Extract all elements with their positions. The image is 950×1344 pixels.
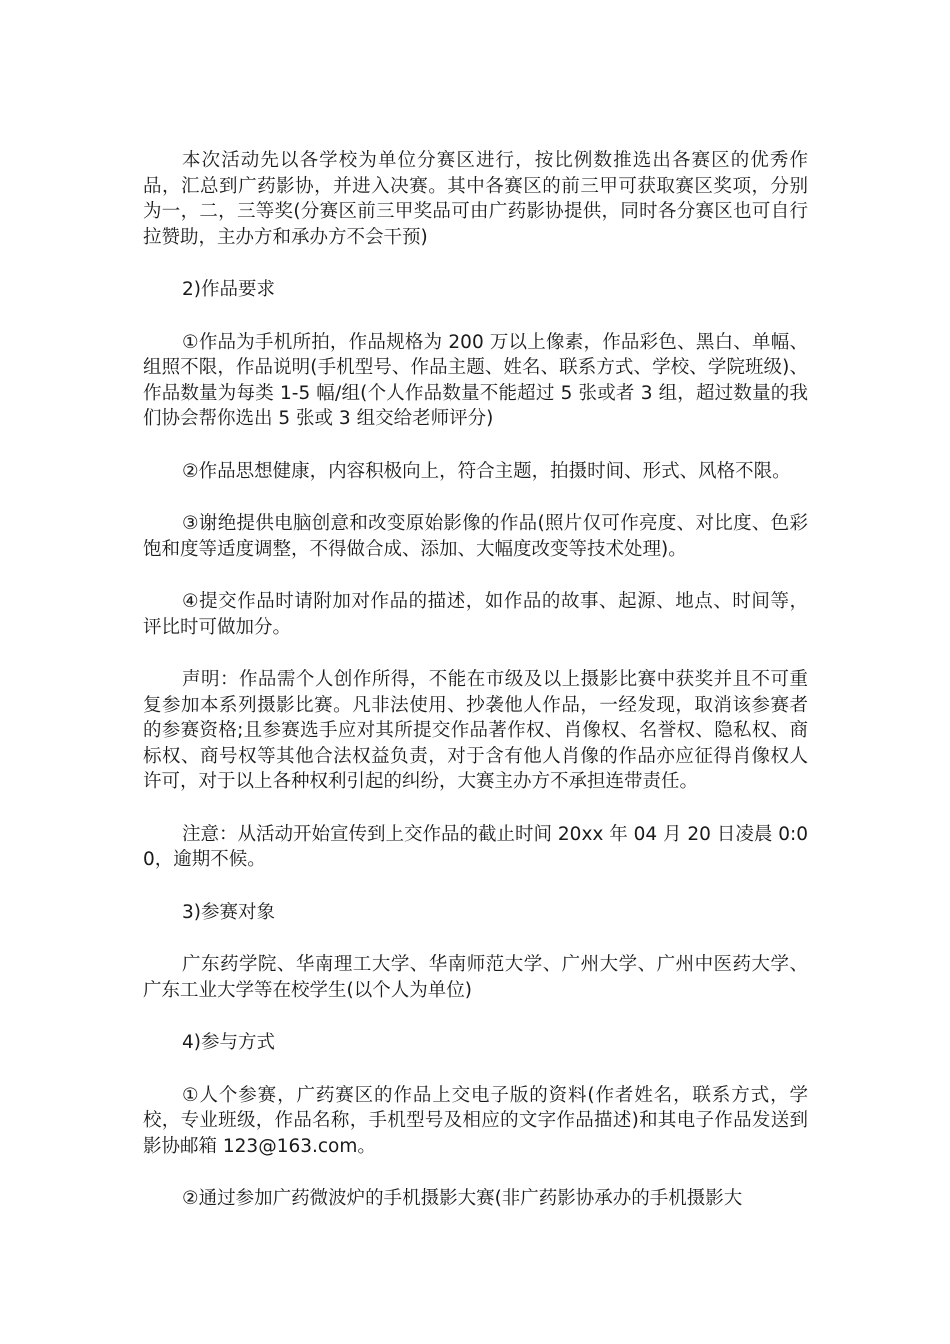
paragraph-requirement-1: ①作品为手机所拍，作品规格为 200 万以上像素，作品彩色、黑白、单幅、组照不限，作品说明(手机型号、作品主题、姓名、联系方式、学校、学院班级)、作品数量为每类 1-5 幅/组(个人作品数量不能超过 5 张或者 3 组，超过数量的我们协会帮你选出 5 张或 3 组交给老师评分): [143, 331, 808, 429]
paragraph-declaration: 声明：作品需个人创作所得，不能在市级及以上摄影比赛中获奖并且不可重复参加本系列摄影比赛。凡非法使用、抄袭他人作品，一经发现，取消该参赛者的参赛资格;且参赛选手应对其所提交作品著作权、肖像权、名誉权、隐私权、商标权、商号权等其他合法权益负责，对于含有他人肖像的作品亦应征得肖像权人许可，对于以上各种权利引起的纠纷，大赛主办方不承担连带责任。: [143, 669, 808, 792]
paragraph-participant-schools: 广东药学院、华南理工大学、华南师范大学、广州大学、广州中医药大学、广东工业大学等在校学生(以个人为单位): [143, 954, 808, 1001]
paragraph-requirement-2: ②作品思想健康，内容积极向上，符合主题，拍摄时间、形式、风格不限。: [182, 460, 791, 482]
document-page: [143, 148, 808, 1239]
heading-participants: 3)参赛对象: [182, 901, 275, 923]
heading-participation-method: 4)参与方式: [182, 1032, 275, 1053]
paragraph-notice-deadline: 注意：从活动开始宣传到上交作品的截止时间 20xx 年 04 月 20 日凌晨 0:00，逾期不候。: [143, 823, 808, 870]
paragraph-method-2: ②通过参加广药微波炉的手机摄影大赛(非广药影协承办的手机摄影大: [182, 1188, 743, 1209]
paragraph-method-1: ①人个参赛，广药赛区的作品上交电子版的资料(作者姓名，联系方式，学校，专业班级，作品名称，手机型号及相应的文字作品描述)和其电子作品发送到影协邮箱 123@163.com。: [143, 1084, 808, 1157]
paragraph-requirement-3: ③谢绝提供电脑创意和改变原始影像的作品(照片仅可作亮度、对比度、色彩饱和度等适度调整，不得做合成、添加、大幅度改变等技术处理)。: [143, 513, 808, 560]
heading-work-requirements: 2)作品要求: [182, 279, 275, 300]
paragraph-competition-format: 本次活动先以各学校为单位分赛区进行，按比例数推选出各赛区的优秀作品，汇总到广药影协，并进入决赛。其中各赛区的前三甲可获取赛区奖项，分别为一，二，三等奖(分赛区前三甲奖品可由广药影协提供，同时各分赛区也可自行拉赞助，主办方和承办方不会干预): [143, 150, 808, 248]
paragraph-requirement-4: ④提交作品时请附加对作品的描述，如作品的故事、起源、地点、时间等，评比时可做加分。: [143, 591, 808, 638]
